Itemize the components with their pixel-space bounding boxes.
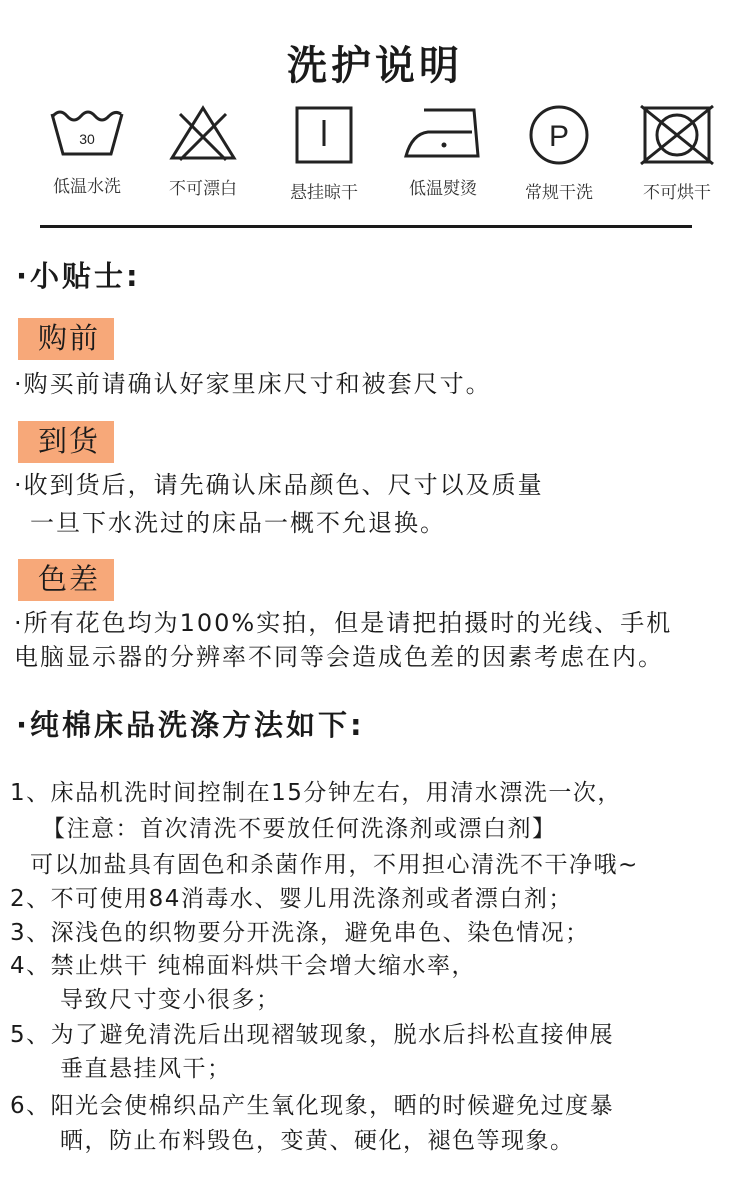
tip-line: ·购买前请确认好家里床尺寸和被套尺寸。 bbox=[14, 370, 492, 398]
tag-color-difference: 色差 bbox=[18, 559, 114, 601]
washtub-30-icon bbox=[49, 104, 125, 160]
care-label-iron: 低温熨烫 bbox=[409, 179, 477, 199]
page-title: 洗护说明 bbox=[287, 43, 463, 89]
method-line: 可以加盐具有固色和杀菌作用，不用担心清洗不干净哦~ bbox=[30, 852, 639, 878]
no-bleach-icon bbox=[168, 104, 238, 162]
wash-temp-text: 30 bbox=[79, 131, 95, 147]
low-iron-icon bbox=[402, 104, 484, 162]
method-line: 晒，防止布料毁色，变黄、硬化，褪色等现象。 bbox=[60, 1128, 575, 1154]
method-line: 4、禁止烘干 纯棉面料烘干会增大缩水率， bbox=[10, 953, 476, 979]
tip-line: ·所有花色均为100%实拍，但是请把拍摄时的光线、手机 bbox=[14, 609, 673, 637]
care-label-dryclean: 常规干洗 bbox=[525, 183, 593, 203]
line-dry-icon bbox=[293, 104, 355, 166]
method-line: 6、阳光会使棉织品产生氧化现象，晒的时候避免过度暴 bbox=[10, 1093, 615, 1119]
care-label-wash: 低温水洗 bbox=[53, 177, 121, 197]
tip-line: ·收到货后，请先确认床品颜色、尺寸以及质量 bbox=[14, 471, 544, 499]
method-line: 【注意：首次清洗不要放任何洗涤剂或漂白剂】 bbox=[42, 816, 557, 842]
method-heading: ·纯棉床品洗涤方法如下: bbox=[16, 708, 365, 742]
tag-before-purchase: 购前 bbox=[18, 318, 114, 360]
care-item-tumble bbox=[622, 104, 732, 203]
care-label-tumble: 不可烘干 bbox=[643, 183, 711, 203]
tag-on-arrival: 到货 bbox=[18, 421, 114, 463]
no-tumble-dry-icon bbox=[639, 104, 715, 166]
method-line: 1、床品机洗时间控制在15分钟左右，用清水漂洗一次， bbox=[10, 780, 622, 806]
care-icon-row bbox=[32, 104, 732, 214]
care-label-bleach: 不可漂白 bbox=[169, 179, 237, 199]
tips-heading: ·小贴士: bbox=[16, 259, 141, 293]
tip-line: 电脑显示器的分辨率不同等会造成色差的因素考虑在内。 bbox=[14, 643, 664, 671]
care-item-wash bbox=[32, 104, 142, 197]
dryclean-letter: P bbox=[548, 120, 570, 153]
method-line: 5、为了避免清洗后出现褶皱现象，脱水后抖松直接伸展 bbox=[10, 1022, 615, 1048]
method-line: 垂直悬挂风干； bbox=[60, 1056, 232, 1082]
dry-clean-p-icon bbox=[526, 104, 592, 166]
care-item-dryclean bbox=[504, 104, 614, 203]
method-line: 3、深浅色的织物要分开洗涤，避免串色、染色情况； bbox=[10, 920, 590, 946]
care-item-dry bbox=[269, 104, 379, 203]
method-line: 导致尺寸变小很多； bbox=[60, 987, 281, 1013]
care-item-iron bbox=[388, 104, 498, 199]
divider bbox=[40, 225, 692, 228]
care-item-bleach bbox=[148, 104, 258, 199]
method-line: 2、不可使用84消毒水、婴儿用洗涤剂或者漂白剂； bbox=[10, 886, 573, 912]
tip-line: 一旦下水洗过的床品一概不允退换。 bbox=[30, 509, 446, 537]
care-label-dry: 悬挂晾干 bbox=[290, 183, 358, 203]
